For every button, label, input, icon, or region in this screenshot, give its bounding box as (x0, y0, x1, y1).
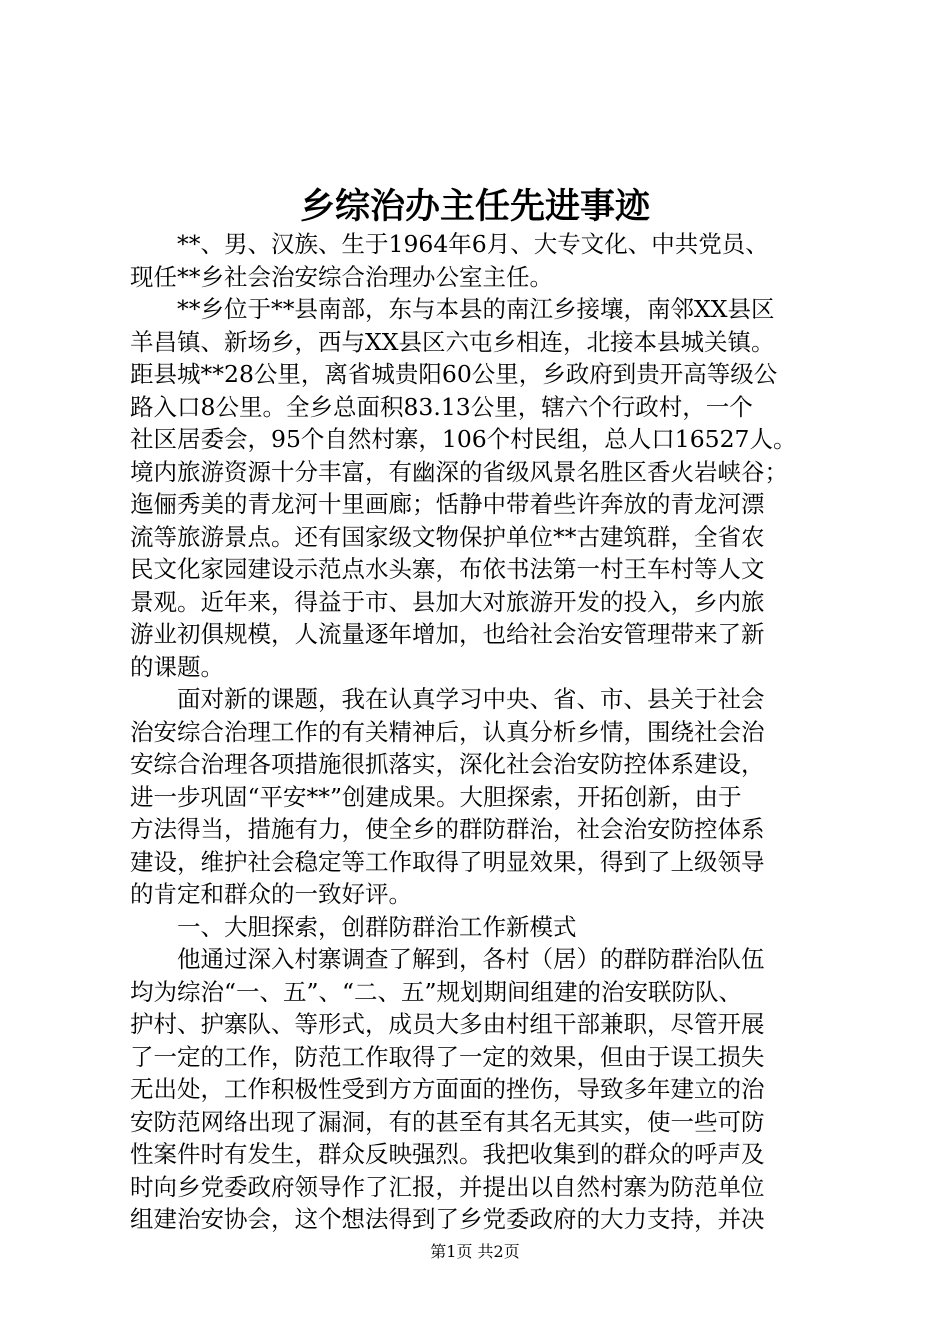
text-line: 游业初俱规模，人流量逐年增加，也给社会治安管理带来了新 (130, 620, 765, 648)
document-title: 乡综治办主任先进事迹 (299, 186, 650, 227)
text-line: 民文化家园建设示范点水头寨，布依书法第一村王车村等人文 (130, 555, 765, 583)
text-line: 进一步巩固“平安**”创建成果。大胆探索，开拓创新，由于 (130, 782, 742, 811)
page-footer: 第1页 共2页 (430, 1242, 520, 1261)
text-line: 一、大胆探索，创群防群治工作新模式 (130, 912, 577, 941)
text-line: 无出处，工作积极性受到方方面面的挫伤，导致多年建立的治 (130, 1075, 765, 1103)
text-line: 性案件时有发生，群众反映强烈。我把收集到的群众的呼声及 (130, 1140, 765, 1168)
text-line: 方法得当，措施有力，使全乡的群防群治，社会治安防控体系 (130, 815, 765, 843)
text-line: 的课题。 (130, 652, 224, 681)
text-line: 安防范网络出现了漏洞，有的甚至有其名无其实，使一些可防 (130, 1107, 765, 1136)
text-line: 组建治安协会，这个想法得到了乡党委政府的大力支持，并决 (130, 1205, 765, 1233)
text-line: **乡位于**县南部，东与本县的南江乡接壤，南邻XX县区 (130, 295, 775, 323)
text-line: 建设，维护社会稳定等工作取得了明显效果，得到了上级领导 (130, 847, 765, 876)
text-line: 现任**乡社会治安综合治理办公室主任。 (130, 262, 553, 291)
text-line: 他通过深入村寨调查了解到，各村（居）的群防群治队伍 (130, 945, 765, 973)
text-line: 的肯定和群众的一致好评。 (130, 880, 412, 908)
text-line: 护村、护寨队、等形式，成员大多由村组干部兼职，尽管开展 (130, 1010, 765, 1038)
text-line: **、男、汉族、生于1964年6月、大专文化、中共党员、 (130, 230, 769, 258)
text-line: 均为综治“一、五”、“二、五”规划期间组建的治安联防队、 (130, 977, 743, 1006)
text-line: 时向乡党委政府领导作了汇报，并提出以自然村寨为防范单位 (130, 1172, 765, 1201)
text-line: 羊昌镇、新场乡，西与XX县区六屯乡相连，北接本县城关镇。 (130, 327, 775, 356)
text-line: 流等旅游景点。还有国家级文物保护单位**古建筑群，全省农 (130, 522, 765, 551)
text-line: 社区居委会，95个自然村寨，106个村民组，总人口16527人。 (130, 425, 797, 453)
text-line: 路入口8公里。全乡总面积83.13公里，辖六个行政村，一个 (130, 392, 753, 421)
text-line: 景观。近年来，得益于市、县加大对旅游开发的投入，乡内旅 (130, 587, 765, 616)
text-line: 治安综合治理工作的有关精神后，认真分析乡情，围绕社会治 (130, 717, 765, 746)
text-line: 了一定的工作，防范工作取得了一定的效果，但由于误工损失 (130, 1042, 765, 1071)
document-body (130, 228, 835, 1236)
text-line: 面对新的课题，我在认真学习中央、省、市、县关于社会 (130, 685, 765, 713)
text-line: 安综合治理各项措施很抓落实，深化社会治安防控体系建设， (130, 750, 765, 778)
text-line: 距县城**28公里，离省城贵阳60公里，乡政府到贵开高等级公 (130, 360, 778, 388)
text-line: 境内旅游资源十分丰富，有幽深的省级风景名胜区香火岩峡谷； (130, 457, 788, 486)
text-line: 迤俪秀美的青龙河十里画廊；恬静中带着些许奔放的青龙河漂 (130, 490, 765, 518)
